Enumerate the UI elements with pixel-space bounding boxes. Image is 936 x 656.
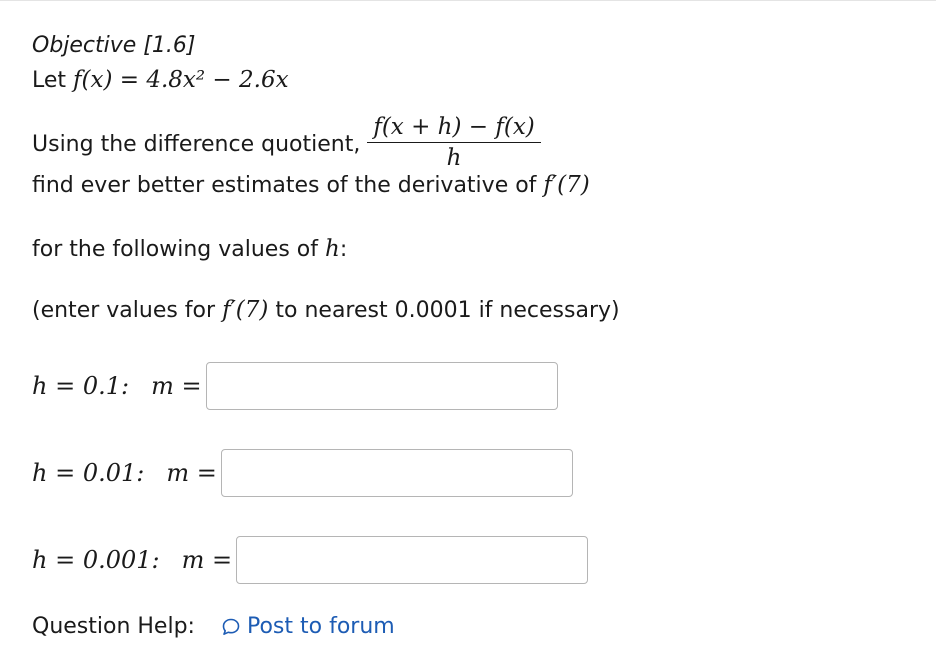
answer-row-h-0-01 [32,449,573,497]
let-label: Let [32,68,74,93]
m-label: m = [151,372,202,400]
difference-quotient [32,114,541,175]
enter-target: f′(7) [222,297,269,323]
question-help [32,614,395,639]
derivative-target: f′(7) [543,172,590,198]
post-to-forum-link[interactable]: Post to forum [246,614,395,639]
answer-input-h-0-1[interactable] [206,362,558,410]
find-text: find ever better estimates of the derivative of [32,173,544,198]
for-text: for the following values of [32,237,325,262]
precision-note [32,297,620,323]
answer-row-h-0-001 [32,536,588,584]
answer-input-h-0-01[interactable] [221,449,573,497]
dq-fraction [367,114,540,171]
for-variable: h [324,236,340,262]
for-values-text [32,236,347,262]
m-label: m = [181,546,233,574]
enter-prefix: (enter values for [32,298,223,323]
h-label: h = 0.001: [32,546,160,574]
top-divider [0,0,936,1]
answer-input-h-0-001[interactable] [236,536,588,584]
answer-row-h-0-1 [32,362,558,410]
function-definition [32,67,289,93]
h-label: h = 0.01: [32,459,145,487]
m-label: m = [166,459,217,487]
enter-suffix: to nearest 0.0001 if necessary) [268,298,620,323]
function-expression: f(x) = 4.8x² − 2.6x [73,67,289,93]
objective-title: Objective [1.6] [32,33,196,58]
find-instruction [32,172,590,198]
h-label: h = 0.1: [32,372,130,400]
chat-bubble-icon[interactable] [221,617,241,637]
dq-numerator: f(x + h) − f(x) [367,114,540,143]
dq-label: Using the difference quotient, [32,132,368,157]
dq-denominator: h [446,145,462,171]
for-colon: : [339,237,348,262]
question-help-label: Question Help: [32,614,195,639]
